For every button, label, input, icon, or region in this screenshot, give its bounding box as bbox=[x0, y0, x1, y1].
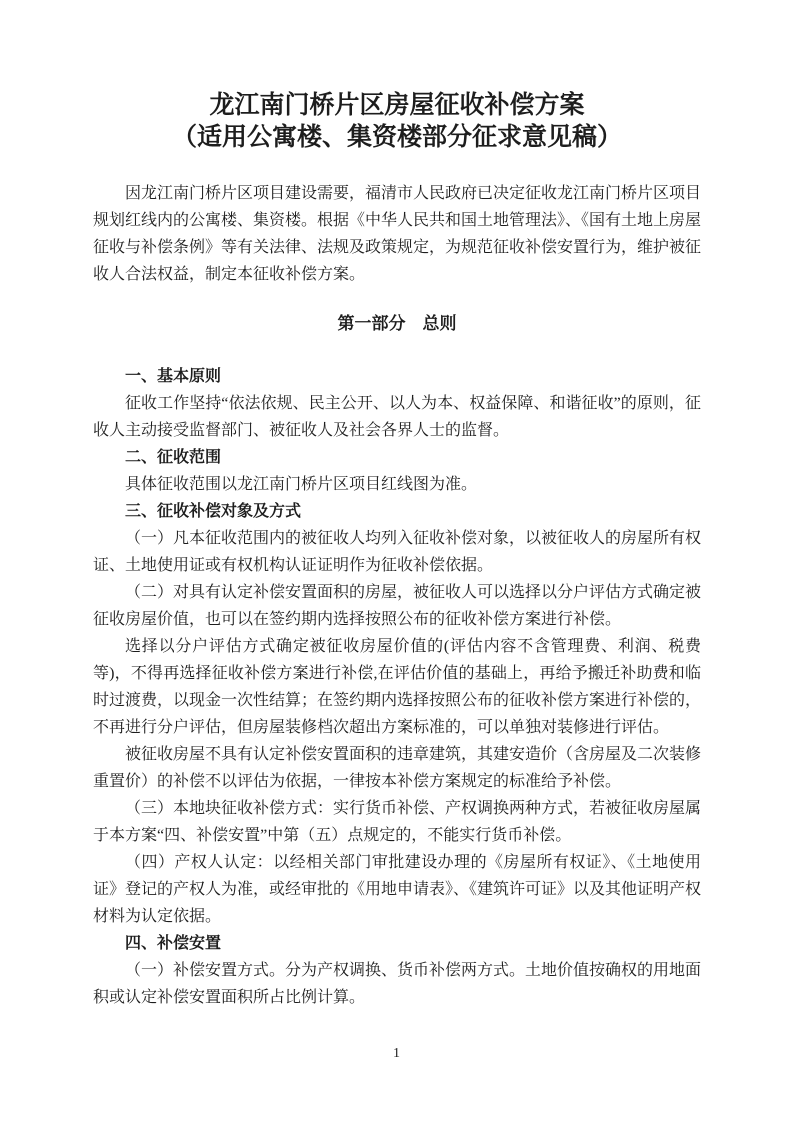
page-number: 1 bbox=[393, 1046, 400, 1061]
section-heading-basic-principles: 一、基本原则 bbox=[125, 368, 222, 385]
body-paragraph: （三）本地块征收补偿方式：实行货币补偿、产权调换两种方式，若被征收房屋属于本方案“四、补偿安置”中第（五）点规定的，不能实行货币补偿。 bbox=[93, 800, 702, 844]
body-paragraph: 被征收房屋不具有认定补偿安置面积的违章建筑，其建安造价（含房屋及二次装修重置价）的补偿不以评估为依据，一律按本补偿方案规定的标准给予补偿。 bbox=[93, 746, 702, 790]
document-title-line2: （适用公寓楼、集资楼部分征求意见稿） bbox=[171, 124, 622, 151]
section-heading-compensation-targets: 三、征收补偿对象及方式 bbox=[125, 503, 302, 520]
body-paragraph: （四）产权人认定：以经相关部门审批建设办理的《房屋所有权证》、《土地使用证》登记的产权人为准，或经审批的《用地申请表》、《建筑许可证》以及其他证明产权材料为认定依据。 bbox=[93, 854, 702, 925]
body-paragraph: （一）凡本征收范围内的被征收人均列入征收补偿对象，以被征收人的房屋所有权证、土地使用证或有权机构认证证明作为征收补偿依据。 bbox=[93, 530, 702, 574]
body-paragraph: 征收工作坚持“依法依规、民主公开、以人为本、权益保障、和谐征收”的原则，征收人主动接受监督部门、被征收人及社会各界人士的监督。 bbox=[93, 395, 701, 439]
part1-heading: 第一部分 总则 bbox=[337, 314, 457, 333]
document-title bbox=[93, 90, 701, 154]
body-paragraph: （二）对具有认定补偿安置面积的房屋，被征收人可以选择以分户评估方式确定被征收房屋价值，也可以在签约期内选择按照公布的征收补偿方案进行补偿。 bbox=[93, 584, 702, 628]
body-paragraph: 具体征收范围以龙江南门桥片区项目红线图为准。 bbox=[125, 476, 478, 493]
body-paragraph: 选择以分户评估方式确定被征收房屋价值的(评估内容不含管理费、利润、税费等)，不得再选择征收补偿方案进行补偿,在评估价值的基础上，再给予搬迁补助费和临时过渡费，以现金一次性结算；在签约期内选择按照公布的征收补偿方案进行补偿的，不再进行分户评估，但房屋装修档次超出方案标准的，可以单独对装修进行评估。 bbox=[93, 638, 702, 736]
document-title-line1: 龙江南门桥片区房屋征收补偿方案 bbox=[209, 92, 585, 119]
section-heading-compensation-resettlement: 四、补偿安置 bbox=[125, 935, 222, 952]
intro-paragraph: 因龙江南门桥片区项目建设需要，福清市人民政府已决定征收龙江南门桥片区项目规划红线内的公寓楼、集资楼。根据《中华人民共和国土地管理法》、《国有土地上房屋征收与补偿条例》等有关法律、法规及政策规定，为规范征收补偿安置行为，维护被征收人合法权益，制定本征收补偿方案。 bbox=[93, 185, 702, 283]
section-heading-expropriation-scope: 二、征收范围 bbox=[125, 449, 222, 466]
body-paragraph: （一）补偿安置方式。分为产权调换、货币补偿两方式。土地价值按确权的用地面积或认定补偿安置面积所占比例计算。 bbox=[93, 962, 702, 1006]
document-content bbox=[93, 90, 701, 1011]
